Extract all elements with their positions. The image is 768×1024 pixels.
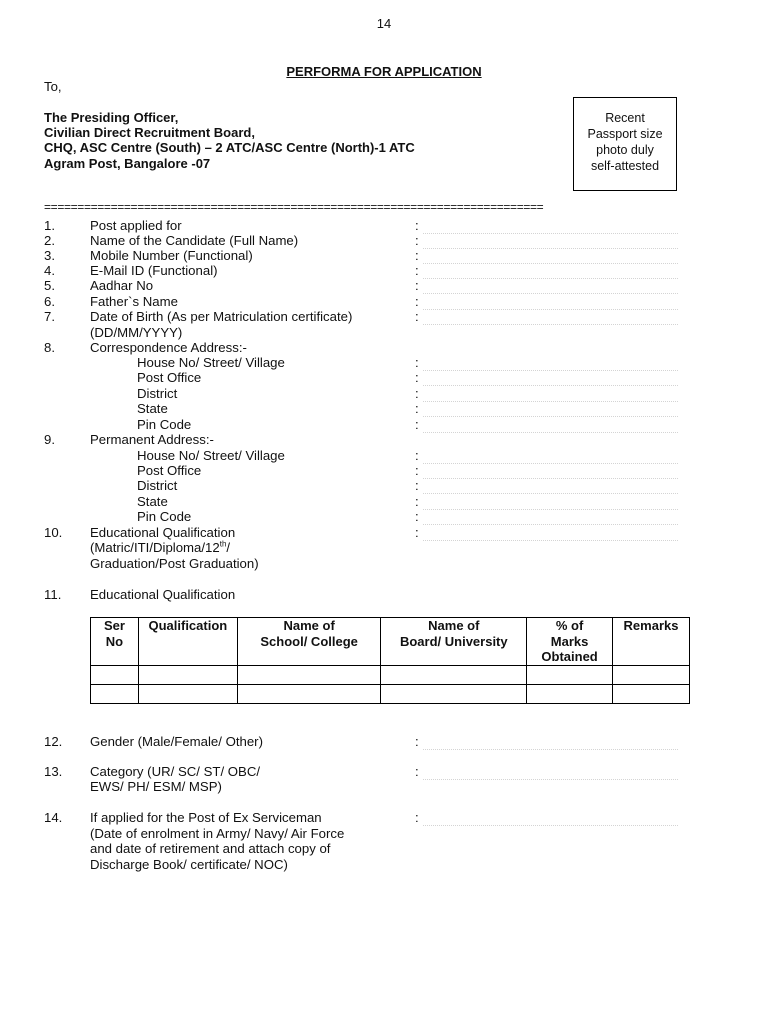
photo-box-line: self-attested	[590, 159, 660, 173]
candidate-name-label: Name of the Candidate (Full Name)	[90, 233, 299, 248]
corr-district-label: District	[137, 386, 178, 401]
header-ser-no	[91, 618, 139, 666]
colon: :	[415, 370, 419, 385]
separator-line: ===========================================================================	[44, 200, 544, 214]
gender-label: Gender (Male/Female/ Other)	[90, 734, 263, 749]
header-text: Name of	[428, 618, 480, 633]
field-number: 4.	[44, 263, 55, 278]
colon: :	[415, 263, 419, 278]
corr-house-field[interactable]	[423, 370, 678, 371]
ex-serviceman-field[interactable]	[423, 825, 678, 826]
header-text: Name of	[283, 618, 335, 633]
field-number: 12.	[44, 734, 63, 749]
corr-post-office-field[interactable]	[423, 385, 678, 386]
photo-box-line: photo duly	[596, 143, 654, 157]
field-number: 2.	[44, 233, 55, 248]
edu-options-slash: /	[226, 540, 231, 555]
ex-serviceman-label-3: and date of retirement and attach copy of	[90, 841, 331, 856]
corr-pin-code-field[interactable]	[423, 432, 678, 433]
header-board-university	[381, 618, 527, 666]
colon: :	[415, 278, 419, 293]
table-cell[interactable]	[91, 684, 139, 703]
table-cell[interactable]	[138, 665, 237, 684]
field-number: 7.	[44, 309, 55, 324]
perm-house-label: House No/ Street/ Village	[137, 448, 285, 463]
perm-district-label: District	[137, 478, 178, 493]
page-number: 14	[376, 16, 392, 31]
perm-post-office-field[interactable]	[423, 478, 678, 479]
father-name-label: Father`s Name	[90, 294, 178, 309]
address-line-4: Agram Post, Bangalore -07	[44, 156, 211, 171]
field-number: 3.	[44, 248, 55, 263]
colon: :	[415, 525, 419, 540]
header-text: No	[105, 633, 124, 649]
field-number: 1.	[44, 218, 55, 233]
category-field[interactable]	[423, 779, 678, 780]
table-row	[91, 665, 690, 684]
colon: :	[415, 463, 419, 478]
ex-serviceman-label: If applied for the Post of Ex Serviceman	[90, 810, 322, 825]
perm-state-field[interactable]	[423, 509, 678, 510]
post-applied-field[interactable]	[423, 233, 678, 234]
perm-district-field[interactable]	[423, 493, 678, 494]
dob-format-label: (DD/MM/YYYY)	[90, 325, 183, 340]
colon: :	[415, 764, 419, 779]
corr-state-field[interactable]	[423, 416, 678, 417]
post-applied-label: Post applied for	[90, 218, 182, 233]
table-cell[interactable]	[237, 665, 381, 684]
superscript-th: th	[219, 539, 227, 549]
colon: :	[415, 355, 419, 370]
education-table	[90, 617, 690, 704]
colon: :	[415, 309, 419, 324]
corr-pin-code-label: Pin Code	[137, 417, 192, 432]
header-text: Qualification	[148, 618, 228, 633]
aadhar-label: Aadhar No	[90, 278, 154, 293]
colon: :	[415, 294, 419, 309]
colon: :	[415, 509, 419, 524]
address-line-3: CHQ, ASC Centre (South) – 2 ATC/ASC Centre (North)-1 ATC	[44, 140, 415, 155]
address-line-1: The Presiding Officer,	[44, 110, 179, 125]
field-number: 9.	[44, 432, 55, 447]
edu-options-text: (Matric/ITI/Diploma/12	[90, 540, 220, 555]
header-text: Board/ University	[399, 633, 508, 649]
table-cell[interactable]	[527, 684, 613, 703]
field-number: 11.	[44, 587, 62, 602]
photo-box-line: Passport size	[587, 127, 663, 141]
candidate-name-field[interactable]	[423, 248, 678, 249]
field-number: 6.	[44, 294, 55, 309]
field-number: 8.	[44, 340, 55, 355]
colon: :	[415, 734, 419, 749]
colon: :	[415, 478, 419, 493]
ex-serviceman-label-4: Discharge Book/ certificate/ NOC)	[90, 857, 288, 872]
edu-qualification-field[interactable]	[423, 540, 678, 541]
correspondence-address-label: Correspondence Address:-	[90, 340, 247, 355]
header-text: School/ College	[260, 633, 358, 649]
edu-qualification-label: Educational Qualification	[90, 525, 236, 540]
table-cell[interactable]	[91, 665, 139, 684]
edu-table-label: Educational Qualification	[90, 587, 236, 602]
colon: :	[415, 810, 419, 825]
perm-pin-code-field[interactable]	[423, 524, 678, 525]
ex-serviceman-label-2: (Date of enrolment in Army/ Navy/ Air Force	[90, 826, 345, 841]
corr-house-label: House No/ Street/ Village	[137, 355, 285, 370]
gender-field[interactable]	[423, 749, 678, 750]
header-text: % of	[555, 618, 584, 633]
header-text: Marks	[550, 633, 589, 649]
corr-district-field[interactable]	[423, 401, 678, 402]
colon: :	[415, 248, 419, 263]
table-cell[interactable]	[381, 665, 527, 684]
email-field[interactable]	[423, 278, 678, 279]
field-number: 10.	[44, 525, 63, 540]
mobile-number-field[interactable]	[423, 263, 678, 264]
dob-field[interactable]	[423, 324, 678, 325]
mobile-number-label: Mobile Number (Functional)	[90, 248, 253, 263]
colon: :	[415, 233, 419, 248]
category-label: Category (UR/ SC/ ST/ OBC/	[90, 764, 261, 779]
salutation-to: To,	[44, 79, 62, 94]
colon: :	[415, 401, 419, 416]
field-number: 5.	[44, 278, 55, 293]
corr-post-office-label: Post Office	[137, 370, 202, 385]
aadhar-field[interactable]	[423, 293, 678, 294]
header-text: Ser	[103, 618, 125, 633]
form-title: PERFORMA FOR APPLICATION	[286, 64, 482, 79]
perm-pin-code-label: Pin Code	[137, 509, 192, 524]
perm-house-field[interactable]	[423, 463, 678, 464]
edu-qualification-options	[90, 540, 230, 555]
permanent-address-label: Permanent Address:-	[90, 432, 214, 447]
colon: :	[415, 494, 419, 509]
header-qualification	[138, 618, 237, 666]
father-name-field[interactable]	[423, 309, 678, 310]
table-cell[interactable]	[138, 684, 237, 703]
photo-box	[573, 97, 677, 191]
colon: :	[415, 448, 419, 463]
header-marks	[527, 618, 613, 666]
header-remarks	[613, 618, 690, 666]
colon: :	[415, 417, 419, 432]
table-cell[interactable]	[237, 684, 381, 703]
colon: :	[415, 218, 419, 233]
perm-post-office-label: Post Office	[137, 463, 202, 478]
table-row	[91, 684, 690, 703]
field-number: 13.	[44, 764, 63, 779]
table-cell[interactable]	[381, 684, 527, 703]
address-line-2: Civilian Direct Recruitment Board,	[44, 125, 255, 140]
perm-state-label: State	[137, 494, 168, 509]
field-number: 14.	[44, 810, 63, 825]
email-label: E-Mail ID (Functional)	[90, 263, 218, 278]
table-cell[interactable]	[613, 684, 690, 703]
table-cell[interactable]	[527, 665, 613, 684]
dob-label: Date of Birth (As per Matriculation certificate)	[90, 309, 353, 324]
photo-box-line: Recent	[605, 111, 645, 125]
category-label-2: EWS/ PH/ ESM/ MSP)	[90, 779, 222, 794]
table-header-row	[91, 618, 690, 666]
header-text: Obtained	[541, 649, 598, 664]
header-school-college	[237, 618, 381, 666]
colon: :	[415, 386, 419, 401]
header-text: Remarks	[623, 618, 679, 633]
edu-qualification-options-2: Graduation/Post Graduation)	[90, 556, 259, 571]
corr-state-label: State	[137, 401, 168, 416]
table-cell[interactable]	[613, 665, 690, 684]
